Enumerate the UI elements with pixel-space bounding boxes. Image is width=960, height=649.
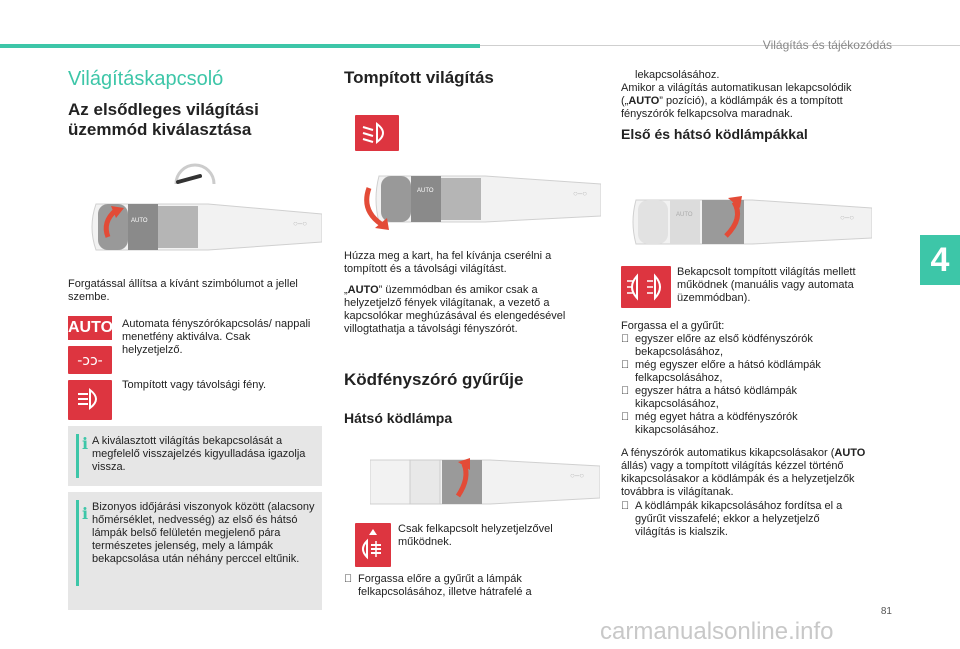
svg-text:○–○: ○–○	[570, 471, 585, 480]
rear-fog-stalk-illustration	[370, 448, 600, 514]
rear-fog-note: Csak felkapcsolt helyzetjelzővel működnek.	[398, 523, 553, 548]
steering-wheel-icon	[170, 158, 220, 196]
sidelight-icon	[68, 346, 112, 374]
heading-dipped-beam: Tompított világítás	[344, 68, 494, 87]
option-headlight-text: Tompított vagy távolsági fény.	[122, 379, 267, 391]
dipped-beam-icon	[355, 115, 399, 151]
watermark: carmanualsonline.info	[600, 618, 834, 645]
headlight-icon	[68, 380, 112, 420]
light-stalk-illustration	[68, 192, 322, 262]
chapter-number-tab: 4	[920, 235, 960, 285]
svg-text:○–○: ○–○	[293, 219, 308, 228]
list-item: egyszer előre az első ködfényszórók bekapcsolásához,	[635, 333, 813, 358]
stalk-auto-label: AUTO	[676, 212, 693, 218]
page-number: 81	[880, 606, 892, 617]
list-item: Forgassa előre a gyűrűt a lámpák felkapcsolásához, illetve hátrafelé a	[358, 573, 532, 598]
heading-fog-ring: Ködfényszóró gyűrűje	[344, 370, 524, 389]
stalk-auto-label: AUTO	[131, 218, 148, 224]
fog-auto-off-para: A fényszórók automatikus kikapcsolásakor (AUTO állás) vagy a tompított világítás kézzel történő kikapcsolásakor a ködlámpák és a helyzetjelzők továbbra is világítanak.	[621, 447, 866, 498]
fog-icon-note: Bekapcsolt tompított világítás mellett működnek (manuális vagy automata üzemmódban).	[677, 266, 856, 304]
info-icon: i	[82, 504, 89, 523]
dipped-beam-para-2: „AUTO” üzemmódban és amikor csak a helyzetjelző fények világítanak, a vezető a kapcsolókar meghúzásával és elengedésével villogtathatja a távolsági fényszórót.	[344, 284, 566, 335]
info-bar	[76, 434, 79, 478]
rear-fog-bullet-list	[344, 573, 589, 599]
section-title: Világításkapcsoló	[68, 68, 224, 90]
svg-text:‑ↄↄ‑: ‑ↄↄ‑	[77, 353, 103, 369]
fog-last-bullet-list	[621, 500, 861, 539]
list-item: még egyet hátra a ködfényszórók kikapcsolásához.	[635, 411, 798, 436]
info-text-1: A kiválasztott világítás bekapcsolását a megfelelő visszajelzés kigyulladása igazolja vissza.	[92, 435, 306, 473]
heading-primary-mode: Az elsődleges világítási üzemmód kiválasztása	[68, 100, 259, 139]
fog-bullet-list	[621, 333, 861, 437]
fog-para-cont: lekapcsolásához.	[635, 69, 720, 81]
list-item: A ködlámpák kikapcsolásához fordítsa el a gyűrűt visszafelé; ekkor a helyzetjelző világítás is kialszik.	[635, 500, 843, 538]
chapter-title: Világítás és tájékozódás	[762, 38, 892, 52]
heading-front-rear-fog: Első és hátsó ködlámpákkal	[621, 126, 808, 142]
intro-text: Forgatással állítsa a kívánt szimbólumot a jellel szembe.	[68, 278, 298, 303]
svg-text:○–○: ○–○	[840, 213, 855, 222]
info-icon: i	[82, 434, 89, 453]
stalk-auto-label: AUTO	[417, 188, 434, 194]
list-item: egyszer hátra a hátsó ködlámpák kikapcsolásához,	[635, 385, 798, 410]
rear-fog-icon	[355, 523, 391, 567]
header-accent-bar	[0, 44, 480, 48]
info-box-indicator	[68, 426, 322, 486]
dipped-beam-para-1: Húzza meg a kart, ha fel kívánja cserélni a tompított és a távolsági világítást.	[344, 250, 552, 275]
info-box-condensation	[68, 492, 322, 610]
dipped-beam-stalk-illustration	[355, 166, 601, 232]
fog-stalk-illustration	[622, 186, 872, 256]
info-bar	[76, 500, 79, 586]
turn-intro: Forgassa el a gyűrűt:	[621, 320, 725, 332]
svg-text:○–○: ○–○	[573, 189, 588, 198]
front-rear-fog-icon	[621, 266, 671, 308]
option-auto-text: Automata fényszórókapcsolás/ nappali menetfény aktiválva. Csak helyzetjelző.	[122, 318, 311, 356]
info-text-2: Bizonyos időjárási viszonyok között (alacsony hőmérséklet, nedvesség) az első és hátsó lámpák belső felületén megjelenő pára természetes jelenség, mely a lámpák bekapcsolása után néhány perccel eltűnik.	[92, 501, 315, 565]
list-item: még egyszer előre a hátsó ködlámpák felkapcsolásához,	[635, 359, 821, 384]
auto-badge: AUTO	[68, 316, 112, 340]
heading-rear-fog: Hátsó ködlámpa	[344, 410, 453, 426]
fog-auto-para: Amikor a világítás automatikusan lekapcsolódik („AUTO” pozíció), a ködlámpák és a tompított fényszórók felkapcsolva maradnak.	[621, 82, 852, 120]
